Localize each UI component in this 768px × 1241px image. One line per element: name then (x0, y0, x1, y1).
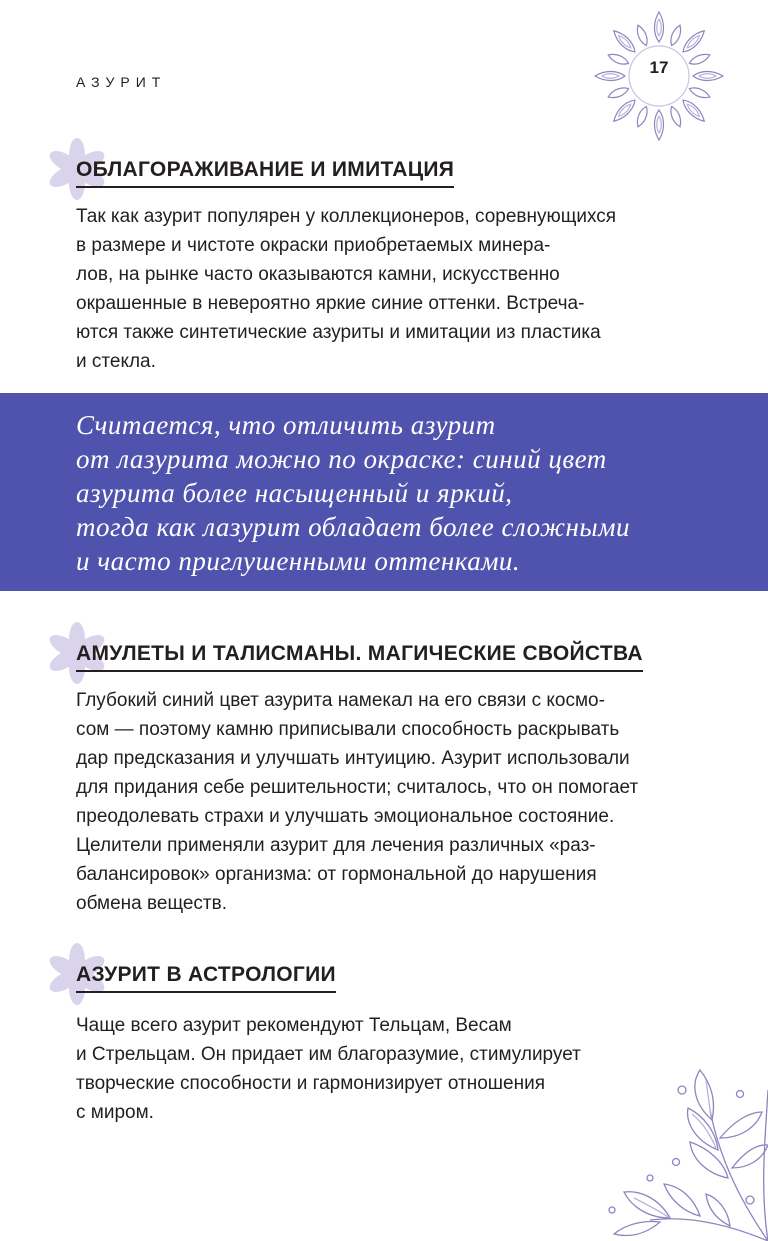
section-amulets-magic (76, 630, 696, 918)
leaf-ornament-icon (590, 1050, 768, 1241)
page-number: 17 (649, 58, 669, 77)
text-line: для придания себе решительности; считалось, что он помогает (76, 777, 639, 798)
pull-quote (76, 408, 736, 578)
text-line: лов, на рынке часто оказываются камни, искусственно (76, 264, 560, 285)
text-line: Так как азурит популярен у коллекционеров, соревнующихся (76, 206, 617, 227)
quote-line: азурита более насыщенный и яркий, (76, 478, 513, 508)
text-line: окрашенные в невероятно яркие синие оттенки. Встреча- (76, 293, 585, 314)
section-refinement-imitation (76, 146, 696, 376)
section-body (76, 202, 696, 376)
text-line: Глубокий синий цвет азурита намекал на его связи с космо- (76, 690, 605, 711)
quote-line: тогда как лазурит обладает более сложными (76, 512, 630, 542)
section-heading-wrap (76, 146, 696, 194)
section-heading-wrap (76, 951, 696, 999)
text-line: балансировок» организма: от гормональной до нарушения (76, 864, 597, 885)
section-heading: АМУЛЕТЫ И ТАЛИСМАНЫ. МАГИЧЕСКИЕ СВОЙСТВА (76, 642, 643, 672)
section-heading-wrap (76, 630, 696, 678)
text-line: обмена веществ. (76, 893, 228, 914)
quote-line: Считается, что отличить азурит (76, 410, 496, 440)
running-head: АЗУРИТ (76, 74, 167, 90)
text-line: Чаще всего азурит рекомендуют Тельцам, Весам (76, 1015, 512, 1036)
quote-line: от лазурита можно по окраске: синий цвет (76, 444, 607, 474)
text-line: творческие способности и гармонизирует отношения (76, 1073, 545, 1094)
section-body (76, 686, 696, 918)
text-line: в размере и чистоте окраски приобретаемых минера- (76, 235, 551, 256)
quote-line: и часто приглушенными оттенками. (76, 546, 521, 576)
section-heading: АЗУРИТ В АСТРОЛОГИИ (76, 963, 336, 993)
text-line: и стекла. (76, 351, 156, 372)
text-line: и Стрельцам. Он придает им благоразумие, стимулирует (76, 1044, 581, 1065)
section-heading: ОБЛАГОРАЖИВАНИЕ И ИМИТАЦИЯ (76, 158, 454, 188)
text-line: преодолевать страхи и улучшать эмоциональное состояние. (76, 806, 615, 827)
text-line: дар предсказания и улучшать интуицию. Азурит использовали (76, 748, 630, 769)
text-line: с миром. (76, 1102, 154, 1123)
text-line: сом — поэтому камню приписывали способность раскрывать (76, 719, 620, 740)
text-line: Целители применяли азурит для лечения различных «раз- (76, 835, 596, 856)
text-line: ются также синтетические азуриты и имитации из пластика (76, 322, 601, 343)
